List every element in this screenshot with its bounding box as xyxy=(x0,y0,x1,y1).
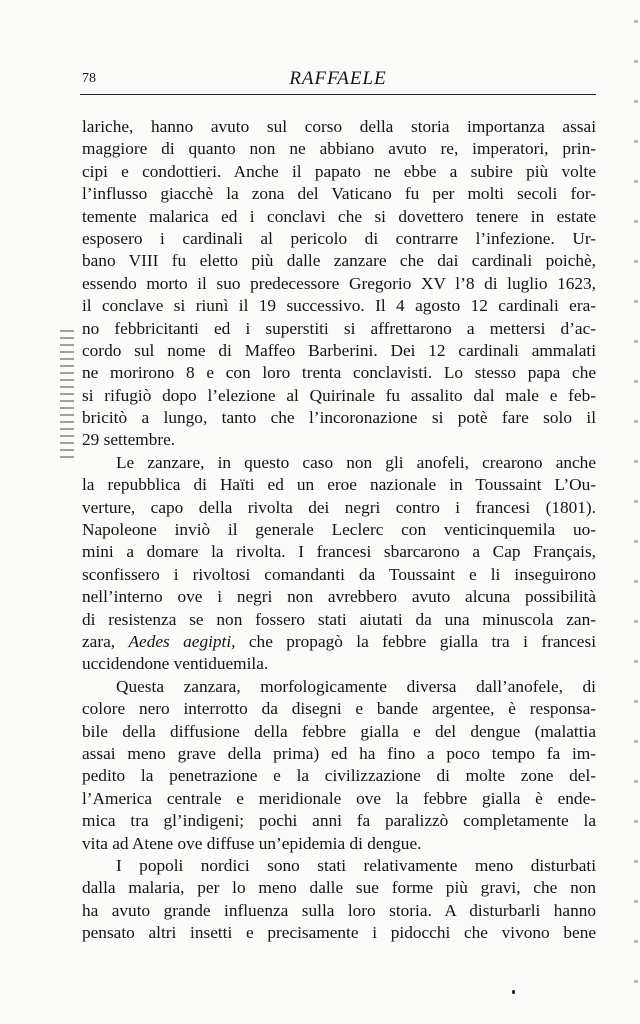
text-line: colore nero interrotto da disegni e bande argentee, è responsa- xyxy=(82,699,596,719)
text-line: maggiore di quanto non ne abbiano avuto re, imperatori, prin- xyxy=(82,139,596,159)
page-edge-artifact xyxy=(634,20,638,1020)
running-title: RAFFAELE xyxy=(289,68,387,89)
text-line: 29 settembre. xyxy=(82,430,176,450)
text-fragment: che propagò la febbre gialla tra i francesi xyxy=(235,631,596,651)
text-line: Questa zanzara, morfologicamente diversa dall’anofele, di xyxy=(116,676,596,696)
text-line: dalla malaria, per lo meno dalle sue forme più gravi, che non xyxy=(82,878,596,898)
page-header xyxy=(80,68,596,95)
text-line: esposero i cardinali al pericolo di contrarre l’infezione. Ur- xyxy=(82,228,596,248)
text-line: di resistenza se non fossero stati aiutati da una minuscola zan- xyxy=(82,609,596,629)
text-line: assai meno grave della prima) ed ha fino a poco tempo fa im- xyxy=(82,743,596,763)
text-line: il conclave si riunì il 19 successivo. Il 4 agosto 12 cardinali era- xyxy=(82,296,596,316)
text-fragment: zara, xyxy=(82,631,129,651)
text-line: vita ad Atene ove diffuse un’epidemia di dengue. xyxy=(82,833,422,853)
text-line: ha avuto grande influenza sulla loro storia. A disturbarli hanno xyxy=(82,900,596,920)
text-line: pensato altri insetti e precisamente i pidocchi che vivono bene xyxy=(82,923,596,943)
text-line: l’influsso giacchè la zona del Vaticano fu per molti secoli for- xyxy=(82,184,596,204)
paragraph xyxy=(82,116,596,452)
text-line: verture, capo della rivolta dei negri contro i francesi (1801). xyxy=(82,497,596,517)
text-line: bano VIII fu eletto più dalle zanzare che dai cardinali poichè, xyxy=(82,251,596,271)
text-line: uccidendone ventiduemila. xyxy=(82,654,269,674)
text-line: bile della diffusione della febbre gialla e del dengue (malattia xyxy=(82,721,596,741)
body-text xyxy=(82,116,596,944)
text-line: temente malarica ed i conclavi che si dovettero tenere in estate xyxy=(82,206,596,226)
text-line: mica tra gl’indigeni; pochi anni fa paralizzò completamente la xyxy=(82,811,596,831)
page-number: 78 xyxy=(82,71,96,86)
paragraph xyxy=(82,855,596,945)
text-line: l’America centrale e meridionale ove la febbre gialla è ende- xyxy=(82,788,596,808)
text-line: la repubblica di Haïti ed un eroe nazionale in Toussaint L’Ou- xyxy=(82,475,596,495)
text-line: lariche, hanno avuto sul corso della storia importanza assai xyxy=(82,117,596,136)
text-line-mixed xyxy=(82,631,596,653)
text-line: cordo sul nome di Maffeo Barberini. Dei 12 cardinali ammalati xyxy=(82,340,596,360)
text-line: bricitò a lungo, tanto che l’incoronazione si potè fare solo il xyxy=(82,408,596,428)
text-line: I popoli nordici sono stati relativamente meno disturbati xyxy=(116,855,596,875)
text-line: nell’interno ove i negri non avrebbero avuto alcuna possibilità xyxy=(82,587,596,607)
text-line: Le zanzare, in questo caso non gli anofeli, crearono anche xyxy=(116,452,596,472)
text-line: no febbricitanti ed i superstiti si affrettarono a mettersi d’ac- xyxy=(82,318,596,338)
text-line: cipi e condottieri. Anche il papato ne ebbe a subire più volte xyxy=(82,161,596,181)
text-line: ne morirono 8 e con loro trenta conclavisti. Lo stesso papa che xyxy=(82,363,596,383)
text-line: Napoleone inviò il generale Leclerc con venticinquemila uo- xyxy=(82,520,596,540)
ink-speck xyxy=(512,990,515,994)
margin-annotation-marks xyxy=(60,330,74,460)
text-line: sconfissero i rivoltosi comandanti da Toussaint e li inseguirono xyxy=(82,564,596,584)
text-line: mini a domare la rivolta. I francesi sbarcarono a Cap Français, xyxy=(82,542,596,562)
paragraph xyxy=(82,452,596,676)
species-name: Aedes aegipti, xyxy=(128,631,236,651)
text-line: si rifugiò dopo l’elezione al Quirinale fu assalito dal male e feb- xyxy=(82,385,596,405)
paragraph xyxy=(82,676,596,855)
text-line: essendo morto il suo predecessore Gregorio XV l’8 di luglio 1623, xyxy=(82,273,596,293)
text-line: pedito la penetrazione e la civilizzazione di molte zone del- xyxy=(82,766,596,786)
